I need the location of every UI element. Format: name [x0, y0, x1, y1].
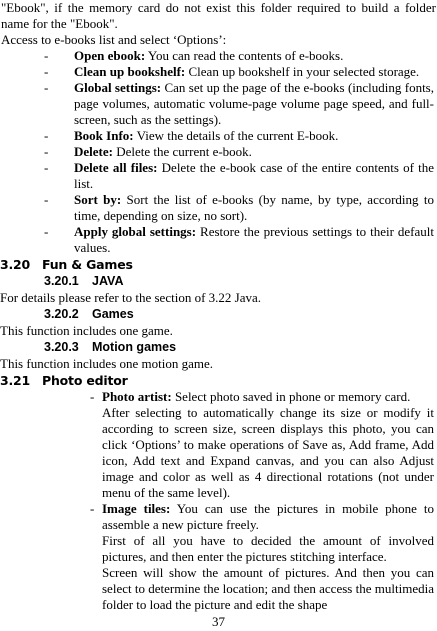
option-text: Delete the current e-book.: [112, 144, 252, 159]
java-text: For details please refer to the section of 3.22 Java.: [0, 290, 261, 305]
option-open-ebook: [0, 48, 437, 64]
option-delete-all-files: [0, 160, 437, 192]
bullet-dash: -: [90, 501, 95, 516]
option-text: You can read the contents of e-books.: [145, 48, 344, 63]
image-tiles-label: Image tiles:: [102, 501, 171, 516]
bullet-dash: -: [44, 192, 49, 207]
section-title: Fun & Games: [42, 257, 133, 272]
option-label: Delete all files:: [74, 160, 158, 175]
section-heading-fun-games: [0, 256, 437, 273]
subsection-heading-motion-games: [0, 339, 437, 356]
subsection-number: 3.20.1: [44, 274, 79, 288]
option-text: Restore the previous settings to their default values.: [74, 224, 434, 255]
intro-options-line: Access to e-books list and select ‘Options’:: [1, 32, 227, 47]
section-number: 3.21: [0, 373, 31, 388]
option-label: Sort by:: [74, 192, 122, 207]
subsection-title: Motion games: [92, 340, 177, 354]
section-number: 3.20: [0, 257, 31, 272]
photo-artist-item: [0, 389, 437, 405]
intro-paragraph: "Ebook", if the memory card do not exist this folder required to build a folder name for the "Ebook".: [1, 0, 436, 31]
option-sort-by: [0, 192, 437, 224]
bullet-dash: -: [90, 389, 95, 404]
photo-artist-body: After selecting to automatically change its size or modify it according to screen size, screen displays this photo, you can click ‘Options’ to make operations of Save as, Add frame, Add icon, Add text and Expand canvas, and you can also Adjust image and color as well as 4 directional rotations (not under menu of the same level).: [102, 405, 434, 500]
bullet-dash: -: [44, 160, 49, 175]
option-text: Sort the list of e-books (by name, by type, according to time, depending on size, no sort).: [74, 192, 434, 223]
option-text: Delete the e-book case of the entire contents of the list.: [74, 160, 435, 191]
bullet-dash: -: [44, 64, 49, 79]
option-label: Open ebook:: [74, 48, 146, 63]
option-apply-global-settings: [0, 224, 437, 256]
subsection-heading-java: [0, 273, 437, 290]
option-label: Global settings:: [74, 80, 162, 95]
option-label: Delete:: [74, 144, 113, 159]
bullet-dash: -: [44, 144, 49, 159]
option-text: Clean up bookshelf in your selected storage.: [185, 64, 420, 79]
subsection-number: 3.20.2: [44, 307, 79, 321]
bullet-dash: -: [44, 224, 49, 239]
option-delete: [0, 144, 437, 160]
subsection-heading-games: [0, 306, 437, 323]
section-title: Photo editor: [42, 373, 128, 388]
section-heading-photo-editor: [0, 372, 437, 389]
option-label: Apply global settings:: [74, 224, 197, 239]
motion-games-text: This function includes one motion game.: [0, 356, 214, 371]
option-text: Can set up the page of the e-books (including fonts, page volumes, automatic volume-page volume page speed, and full-screen, such as the settings).: [74, 80, 434, 127]
option-label: Book Info:: [74, 128, 134, 143]
option-clean-up-bookshelf: [0, 64, 437, 80]
photo-artist-text: Select photo saved in phone or memory card.: [171, 389, 411, 404]
page-number: 37: [212, 614, 225, 629]
subsection-number: 3.20.3: [44, 340, 79, 354]
bullet-dash: -: [44, 128, 49, 143]
image-tiles-item: [0, 501, 437, 533]
options-list: [0, 48, 437, 256]
image-tiles-text: You can use the pictures in mobile phone to assemble a new picture freely.: [102, 501, 434, 532]
option-global-settings: [0, 80, 437, 128]
subsection-title: Games: [92, 307, 134, 321]
option-label: Clean up bookshelf:: [74, 64, 186, 79]
subsection-title: JAVA: [92, 274, 124, 288]
option-book-info: [0, 128, 437, 144]
option-text: View the details of the current E-book.: [133, 128, 339, 143]
games-text: This function includes one game.: [0, 323, 173, 338]
image-tiles-body-1: First of all you have to decided the amount of involved pictures, and then enter the pictures stitching interface.: [102, 533, 434, 564]
image-tiles-body-2: Screen will show the amount of pictures. And then you can select to determine the location; and then access the multimedia folder to load the picture and edit the shape: [102, 565, 434, 612]
bullet-dash: -: [44, 80, 49, 95]
bullet-dash: -: [44, 48, 49, 63]
photo-artist-label: Photo artist:: [102, 389, 172, 404]
